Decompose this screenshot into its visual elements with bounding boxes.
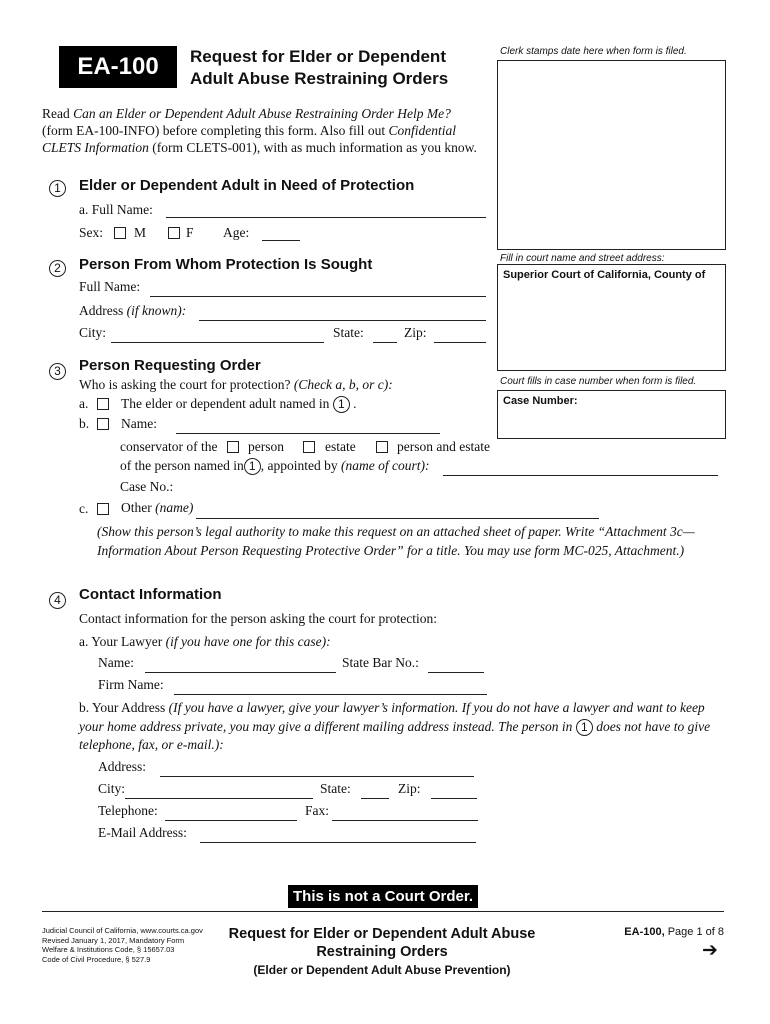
s2-zip-label: Zip: bbox=[404, 325, 427, 340]
s1-full-name-label: a. Full Name: bbox=[79, 202, 153, 217]
s3-c-checkbox[interactable] bbox=[97, 503, 109, 515]
s4-firm-label: Firm Name: bbox=[98, 677, 164, 692]
intro-info-title[interactable]: Can an Elder or Dependent Adult Abuse Restraining Order Help Me? bbox=[73, 106, 451, 121]
footer-title bbox=[212, 925, 552, 979]
s4-address-field[interactable] bbox=[160, 760, 474, 777]
s4-lawyer-name-field[interactable] bbox=[145, 656, 336, 673]
s4-firm-field[interactable] bbox=[174, 678, 487, 695]
s3-estate-label: estate bbox=[325, 439, 356, 454]
s4-a-label: a. Your Lawyer (if you have one for this case): bbox=[79, 634, 331, 649]
s3-a-ref-circle: 1 bbox=[333, 396, 350, 413]
clerk-stamp-box bbox=[497, 60, 726, 250]
s3-c-other-field[interactable] bbox=[196, 502, 599, 519]
s4-intro: Contact information for the person asking the court for protection: bbox=[79, 611, 438, 626]
footer-title-line1: Request for Elder or Dependent Adult Abuse bbox=[228, 926, 536, 942]
form-title-line1: Request for Elder or Dependent bbox=[190, 47, 446, 66]
s2-full-name-label: Full Name: bbox=[79, 279, 141, 294]
s3-a-text: The elder or dependent adult named in 1 . bbox=[121, 396, 357, 411]
s1-sex-m-label: M bbox=[134, 225, 147, 240]
case-number-label: Case Number: bbox=[503, 395, 578, 407]
intro-clets-form: (form CLETS-001), with as much information as you know. bbox=[148, 140, 477, 155]
s3-case-no-label: Case No.: bbox=[120, 479, 174, 494]
s2-address-label: Address (if known): bbox=[79, 303, 187, 318]
s3-person-estate-checkbox[interactable] bbox=[376, 441, 388, 453]
court-name-note: Fill in court name and street address: bbox=[500, 253, 665, 264]
s2-address-field[interactable] bbox=[199, 304, 486, 321]
section4-title: Contact Information bbox=[79, 586, 222, 603]
s4-zip-label: Zip: bbox=[398, 781, 421, 796]
form-id-badge: EA-100 bbox=[59, 46, 177, 88]
s2-city-label: City: bbox=[79, 325, 107, 340]
s3-a-letter: a. bbox=[79, 396, 89, 411]
intro-info-form: (form EA-100-INFO) before completing this form. Also fill out bbox=[42, 123, 389, 138]
s3-named-ref-circle: 1 bbox=[244, 458, 261, 475]
footer-subtitle: (Elder or Dependent Adult Abuse Prevention) bbox=[253, 963, 511, 977]
section3-title: Person Requesting Order bbox=[79, 357, 261, 374]
s2-full-name-field[interactable] bbox=[150, 280, 486, 297]
court-name-box[interactable] bbox=[497, 264, 726, 371]
form-title bbox=[190, 46, 448, 90]
s4-city-field[interactable] bbox=[125, 782, 313, 799]
s3-conservator-label: conservator of the bbox=[120, 439, 218, 454]
s4-state-label: State: bbox=[320, 781, 351, 796]
s3-b-name-field[interactable] bbox=[176, 417, 440, 434]
s4-address-label: Address: bbox=[98, 759, 146, 774]
s3-note: (Show this person’s legal authority to make this request on an attached sheet of paper. Write “Attachment 3c—Information About Person Requesting Protective Order” for a title. You may use form MC-025, Attachment.) bbox=[97, 524, 695, 558]
footer-citations bbox=[42, 926, 203, 964]
footer-title-line2: Restraining Orders bbox=[316, 944, 448, 960]
section4-number: 4 bbox=[49, 591, 66, 609]
s1-sex-f-checkbox[interactable] bbox=[168, 227, 180, 239]
s4-bar-no-field[interactable] bbox=[428, 656, 484, 673]
s3-a-checkbox[interactable] bbox=[97, 398, 109, 410]
s4-telephone-label: Telephone: bbox=[98, 803, 158, 818]
case-number-note: Court fills in case number when form is filed. bbox=[500, 376, 697, 387]
s4-lawyer-name-label: Name: bbox=[98, 655, 134, 670]
section1-number: 1 bbox=[49, 179, 66, 197]
section2-number: 2 bbox=[49, 259, 66, 277]
s2-zip-field[interactable] bbox=[434, 326, 486, 343]
footer-page-info bbox=[620, 926, 724, 938]
s2-state-label: State: bbox=[333, 325, 364, 340]
footer-divider bbox=[42, 911, 724, 912]
intro-read: Read bbox=[42, 106, 74, 121]
s3-person-label: person bbox=[248, 439, 284, 454]
form-title-line2: Adult Abuse Restraining Orders bbox=[190, 69, 449, 88]
court-name-label: Superior Court of California, County of bbox=[503, 269, 706, 281]
s4-bar-no-label: State Bar No.: bbox=[342, 655, 419, 670]
s1-full-name-field[interactable] bbox=[166, 201, 486, 218]
section3-number: 3 bbox=[49, 362, 66, 380]
s3-b-letter: b. bbox=[79, 416, 90, 431]
s1-sex-f-label: F bbox=[186, 225, 194, 240]
footer-page-number: Page 1 of 8 bbox=[667, 926, 724, 938]
footer-citation-4: Code of Civil Procedure, § 527.9 bbox=[42, 954, 151, 964]
s3-b-name-label: Name: bbox=[121, 416, 157, 431]
section2-title: Person From Whom Protection Is Sought bbox=[79, 256, 373, 273]
s3-court-name-field[interactable] bbox=[443, 459, 718, 476]
next-page-arrow-icon[interactable]: ➔ bbox=[702, 940, 718, 961]
s1-sex-m-checkbox[interactable] bbox=[114, 227, 126, 239]
intro-clets-title[interactable]: Confidential CLETS Information bbox=[42, 123, 456, 155]
s3-person-checkbox[interactable] bbox=[227, 441, 239, 453]
s1-age-field[interactable] bbox=[262, 226, 300, 241]
s4-fax-field[interactable] bbox=[332, 804, 478, 821]
s4-email-label: E-Mail Address: bbox=[98, 825, 187, 840]
s3-estate-checkbox[interactable] bbox=[303, 441, 315, 453]
intro-paragraph bbox=[42, 105, 482, 156]
s4-fax-label: Fax: bbox=[305, 803, 330, 818]
s2-city-field[interactable] bbox=[111, 326, 324, 343]
s4-telephone-field[interactable] bbox=[165, 804, 297, 821]
footer-citation-2: Revised January 1, 2017, Mandatory Form bbox=[42, 935, 185, 945]
section1-title: Elder or Dependent Adult in Need of Protection bbox=[79, 177, 415, 194]
case-number-box[interactable] bbox=[497, 390, 726, 439]
s3-b-checkbox[interactable] bbox=[97, 418, 109, 430]
s4-b-ref-circle: 1 bbox=[576, 719, 593, 736]
s4-b-paragraph: b. Your Address (If you have a lawyer, give your lawyer’s information. If you do not have a lawyer and want to keep your home address private, you may give a different mailing address instead. The person in 1 does not have to give telephone, fax, or e-mail.): bbox=[79, 700, 711, 752]
footer-citation-1: Judicial Council of California, www.courts.ca.gov bbox=[42, 926, 203, 935]
s4-state-field[interactable] bbox=[361, 782, 389, 799]
s4-email-field[interactable] bbox=[200, 826, 476, 843]
s4-zip-field[interactable] bbox=[431, 782, 477, 799]
s2-state-field[interactable] bbox=[373, 326, 397, 343]
not-court-order-banner: This is not a Court Order. bbox=[288, 885, 478, 908]
s1-age-label: Age: bbox=[223, 225, 250, 240]
s1-sex-label: Sex: bbox=[79, 225, 104, 240]
footer-citation-3: Welfare & Institutions Code, § 15657.03 bbox=[42, 945, 175, 954]
footer-form-id: EA-100, bbox=[624, 926, 665, 938]
clerk-stamp-note: Clerk stamps date here when form is filed. bbox=[500, 46, 687, 57]
s3-person-estate-label: person and estate bbox=[397, 439, 490, 454]
s3-c-letter: c. bbox=[79, 501, 89, 516]
s3-named-in: of the person named in 1 , appointed by (name of court): bbox=[120, 458, 430, 473]
s3-question: Who is asking the court for protection? (Check a, b, or c): bbox=[79, 377, 393, 392]
s3-c-other-label: Other (name) bbox=[121, 500, 194, 515]
s4-city-label: City: bbox=[98, 781, 126, 796]
